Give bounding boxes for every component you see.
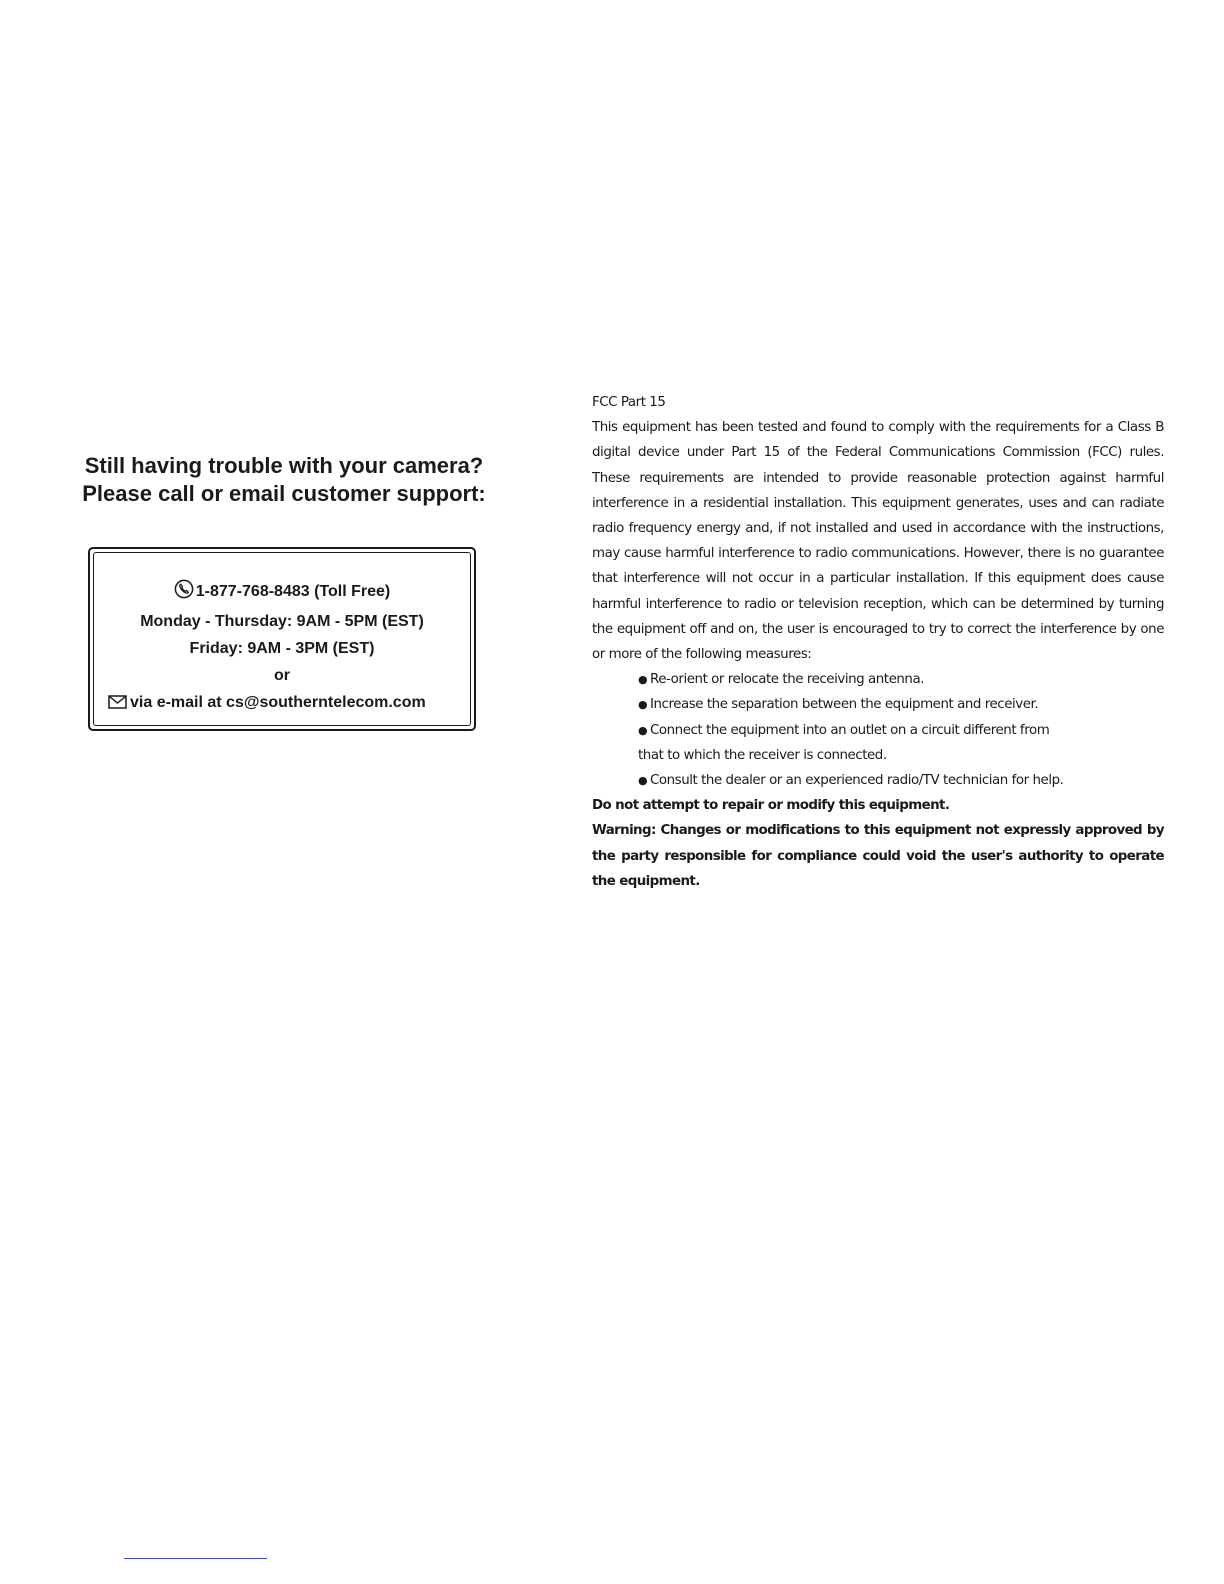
or-separator: or	[274, 667, 290, 684]
fcc-body: This equipment has been tested and found to comply with the requirements for a Class B digital device under Part 15 of the Federal Communications Commission (FCC) rules. These requirements are intended to provide reasonable protection against harmful interference in a residential installation. This equipment generates, uses and can radiate radio frequency energy and, if not installed and used in accordance with the instructions, may cause harmful interference to radio communications. However, there is no guarantee that interference will not occur in a particular installation. If this equipment does cause harmful interference to radio or television reception, which can be determined by turning the equipment off and on, the user is encouraged to try to correct the interference by one or more of the following measures:	[592, 420, 1164, 663]
fcc-measures-list	[592, 667, 1164, 793]
support-heading-line2: Please call or email customer support:	[82, 481, 486, 506]
list-item: ● Connect the equipment into an outlet on a circuit different from that to which the receiver is connected.	[638, 718, 1164, 768]
list-item: ● Increase the separation between the equipment and receiver.	[638, 692, 1164, 717]
email-text[interactable]: via e-mail at cs@southerntelecom.com	[130, 694, 426, 711]
bullet-icon: ●	[638, 673, 648, 687]
envelope-icon	[108, 692, 128, 719]
fcc-title: FCC Part 15	[592, 395, 666, 410]
bullet-icon: ●	[638, 774, 648, 788]
email-line[interactable]	[94, 689, 470, 719]
contact-box	[88, 547, 476, 731]
list-item: ● Consult the dealer or an experienced radio/TV technician for help.	[638, 768, 1164, 793]
list-item: ● Re-orient or relocate the receiving antenna.	[638, 667, 1164, 692]
support-heading-line1: Still having trouble with your camera?	[84, 453, 484, 478]
no-repair-notice: Do not attempt to repair or modify this equipment.	[592, 798, 950, 814]
phone-line[interactable]	[94, 578, 470, 608]
hours-friday: Friday: 9AM - 3PM (EST)	[189, 640, 375, 657]
footer-rule	[124, 1558, 267, 1559]
hours-weekday: Monday - Thursday: 9AM - 5PM (EST)	[140, 613, 424, 630]
phone-number[interactable]: 1-877-768-8483 (Toll Free)	[195, 583, 391, 600]
bullet-icon: ●	[638, 698, 648, 712]
phone-icon	[174, 579, 194, 608]
support-heading	[40, 452, 528, 508]
fcc-section	[592, 390, 1164, 894]
contact-box-inner	[93, 552, 471, 726]
bullet-icon: ●	[638, 723, 648, 737]
warning-notice: Warning: Changes or modifications to this equipment not expressly approved by the party responsible for compliance could void the user's authority to operate the equipment.	[592, 823, 1164, 889]
